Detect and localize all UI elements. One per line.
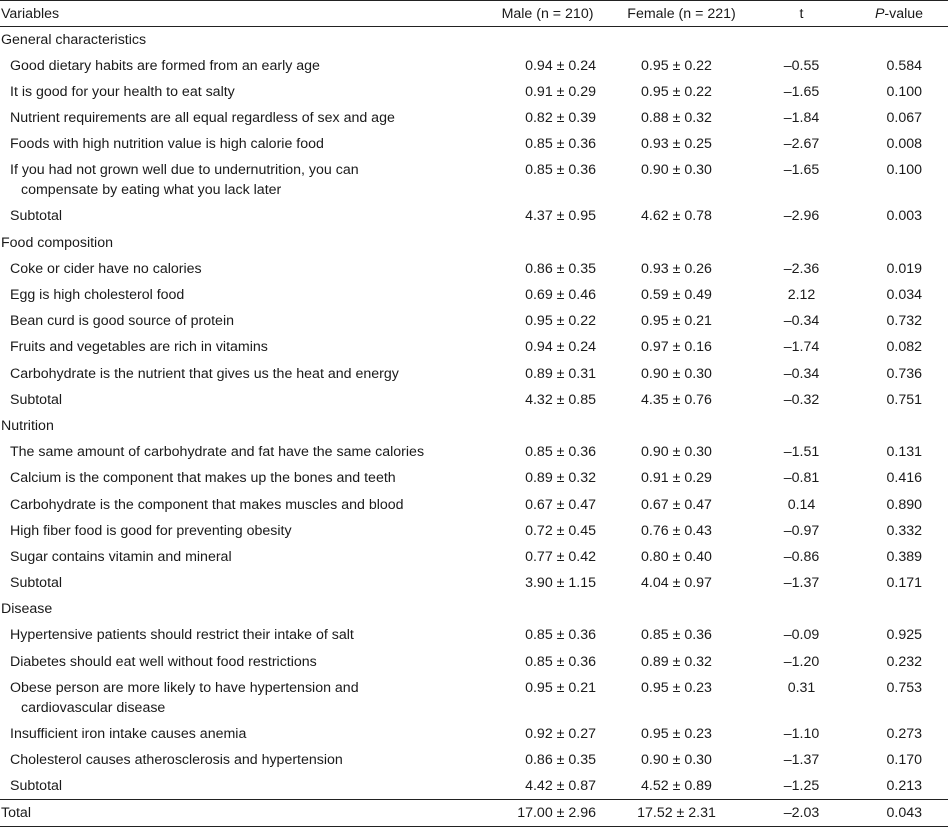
subtotal-label: Subtotal — [10, 575, 63, 592]
table-row — [0, 747, 948, 773]
t-value: –2.36 — [783, 260, 820, 277]
total-female: 17.52 ± 2.31 — [637, 804, 716, 821]
t-value: 0.31 — [787, 679, 816, 696]
item-label: It is good for your health to eat salty — [10, 83, 235, 100]
p-value: 0.925 — [886, 627, 922, 644]
t-value: –2.67 — [783, 136, 820, 153]
t-value: –0.55 — [783, 57, 820, 74]
female-value: 0.76 ± 0.43 — [641, 522, 712, 539]
t-value: 0.14 — [787, 496, 816, 513]
table-row — [0, 282, 948, 308]
t-value: –1.25 — [783, 778, 820, 795]
item-label: The same amount of carbohydrate and fat have the same calories — [10, 444, 425, 461]
item-label-line2: compensate by eating what you lack later — [21, 182, 282, 199]
section-title: Food composition — [1, 234, 113, 251]
t-value: –1.20 — [783, 653, 820, 670]
t-value: –0.32 — [783, 391, 820, 408]
female-value: 0.95 ± 0.22 — [641, 57, 712, 74]
female-value: 0.89 ± 0.32 — [641, 653, 712, 670]
male-value: 0.85 ± 0.36 — [525, 653, 596, 670]
p-value: 0.131 — [886, 444, 922, 461]
table-row — [0, 675, 948, 721]
female-value: 0.90 ± 0.30 — [641, 162, 712, 179]
male-value: 0.94 ± 0.24 — [525, 57, 596, 74]
subtotal-row — [0, 203, 948, 229]
female-value: 0.67 ± 0.47 — [641, 496, 712, 513]
section-title: Nutrition — [1, 417, 54, 434]
header-male: Male (n = 210) — [501, 5, 594, 22]
male-value: 0.89 ± 0.32 — [525, 470, 596, 487]
table-footer — [0, 799, 948, 826]
male-value: 0.85 ± 0.36 — [525, 136, 596, 153]
t-value: –1.65 — [783, 162, 820, 179]
p-value: 0.003 — [886, 208, 922, 225]
male-value: 3.90 ± 1.15 — [525, 575, 596, 592]
male-value: 0.92 ± 0.27 — [525, 725, 596, 742]
p-value: 0.332 — [886, 522, 922, 539]
total-row — [0, 799, 948, 826]
male-value: 0.77 ± 0.42 — [525, 548, 596, 565]
item-label: Carbohydrate is the component that makes muscles and blood — [10, 496, 404, 513]
male-value: 0.94 ± 0.24 — [525, 339, 596, 356]
male-value: 0.85 ± 0.36 — [525, 444, 596, 461]
item-label — [0, 157, 485, 203]
p-value: 0.232 — [886, 653, 922, 670]
t-value: –1.65 — [783, 83, 820, 100]
table-body — [0, 27, 948, 800]
p-value: 0.067 — [886, 110, 922, 127]
p-value: 0.584 — [886, 57, 922, 74]
female-value: 4.04 ± 0.97 — [641, 575, 712, 592]
table-row — [0, 157, 948, 203]
female-value: 0.90 ± 0.30 — [641, 752, 712, 768]
item-label: Bean curd is good source of protein — [10, 313, 234, 330]
female-value: 0.85 ± 0.36 — [641, 627, 712, 644]
male-value: 0.86 ± 0.35 — [525, 752, 596, 768]
t-value: –0.97 — [783, 522, 820, 539]
item-label: Nutrient requirements are all equal regardless of sex and age — [10, 110, 395, 127]
t-value: –1.84 — [783, 110, 820, 127]
p-value: 0.213 — [886, 778, 922, 795]
male-value: 0.82 ± 0.39 — [525, 110, 596, 127]
item-label — [0, 675, 485, 721]
male-value: 0.86 ± 0.35 — [525, 260, 596, 277]
female-value: 0.93 ± 0.25 — [641, 136, 712, 153]
male-value: 0.85 ± 0.36 — [525, 162, 596, 179]
item-label: Cholesterol causes atherosclerosis and hypertension — [10, 752, 343, 768]
t-value: –1.37 — [783, 575, 820, 592]
total-male: 17.00 ± 2.96 — [517, 804, 596, 821]
item-label: Coke or cider have no calories — [10, 260, 202, 277]
item-label-line2: cardiovascular disease — [21, 699, 166, 716]
p-value: 0.751 — [886, 391, 922, 408]
female-value: 0.91 ± 0.29 — [641, 470, 712, 487]
female-value: 0.95 ± 0.21 — [641, 313, 712, 330]
female-value: 0.90 ± 0.30 — [641, 444, 712, 461]
female-value: 4.35 ± 0.76 — [641, 391, 712, 408]
table-row — [0, 518, 948, 544]
total-t: –2.03 — [783, 804, 820, 821]
header-p-italic: P — [874, 5, 885, 22]
item-label: High fiber food is good for preventing obesity — [10, 522, 292, 539]
subtotal-label: Subtotal — [10, 391, 63, 408]
p-value: 0.034 — [886, 287, 922, 303]
t-value: –1.10 — [783, 725, 820, 742]
p-value: 0.732 — [886, 313, 922, 330]
item-label: Egg is high cholesterol food — [10, 287, 185, 303]
p-value: 0.273 — [886, 725, 922, 742]
t-value: –0.86 — [783, 548, 820, 565]
item-label-line1: If you had not grown well due to undernutrition, you can — [10, 162, 359, 179]
header-p-suffix: -value — [884, 5, 924, 22]
table-row — [0, 649, 948, 675]
header-female: Female (n = 221) — [627, 5, 736, 22]
section-title: Disease — [1, 601, 53, 618]
female-value: 4.62 ± 0.78 — [641, 208, 712, 225]
section-row — [0, 27, 948, 53]
item-label: Good dietary habits are formed from an early age — [10, 57, 320, 74]
table-row — [0, 492, 948, 518]
table-row — [0, 334, 948, 360]
t-value: –0.34 — [783, 365, 820, 382]
female-value: 0.95 ± 0.22 — [641, 83, 712, 100]
male-value: 4.42 ± 0.87 — [525, 778, 596, 795]
t-value: –0.81 — [783, 470, 820, 487]
male-value: 0.91 ± 0.29 — [525, 83, 596, 100]
male-value: 4.32 ± 0.85 — [525, 391, 596, 408]
table-row — [0, 544, 948, 570]
table-row — [0, 256, 948, 282]
table-row — [0, 439, 948, 465]
male-value: 0.67 ± 0.47 — [525, 496, 596, 513]
male-value: 0.89 ± 0.31 — [525, 365, 596, 382]
t-value: 2.12 — [787, 287, 816, 303]
item-label: Diabetes should eat well without food restrictions — [10, 653, 317, 670]
subtotal-row — [0, 387, 948, 413]
table-row — [0, 361, 948, 387]
female-value: 0.93 ± 0.26 — [641, 260, 712, 277]
female-value: 0.80 ± 0.40 — [641, 548, 712, 565]
total-label: Total — [1, 804, 31, 821]
female-value: 0.88 ± 0.32 — [641, 110, 712, 127]
table-row — [0, 465, 948, 491]
female-value: 0.95 ± 0.23 — [641, 725, 712, 742]
female-value: 0.97 ± 0.16 — [641, 339, 712, 356]
subtotal-label: Subtotal — [10, 778, 63, 795]
section-title: General characteristics — [1, 32, 147, 48]
item-label: Sugar contains vitamin and mineral — [10, 548, 232, 565]
male-value: 4.37 ± 0.95 — [525, 208, 596, 225]
total-p: 0.043 — [886, 804, 922, 821]
female-value: 0.59 ± 0.49 — [641, 287, 712, 303]
t-value: –0.34 — [783, 313, 820, 330]
male-value: 0.95 ± 0.22 — [525, 313, 596, 330]
p-value: 0.170 — [886, 752, 922, 768]
item-label: Carbohydrate is the nutrient that gives us the heat and energy — [10, 365, 399, 382]
table-row — [0, 622, 948, 648]
female-value: 0.95 ± 0.23 — [641, 679, 712, 696]
p-value: 0.389 — [886, 548, 922, 565]
female-value: 0.90 ± 0.30 — [641, 365, 712, 382]
p-value: 0.100 — [886, 162, 922, 179]
p-value: 0.753 — [886, 679, 922, 696]
item-label: Foods with high nutrition value is high calorie food — [10, 136, 324, 153]
section-row — [0, 596, 948, 622]
p-value: 0.008 — [886, 136, 922, 153]
table-row — [0, 131, 948, 157]
p-value: 0.082 — [886, 339, 922, 356]
section-row — [0, 230, 948, 256]
table-row — [0, 308, 948, 334]
p-value: 0.019 — [886, 260, 922, 277]
section-row — [0, 413, 948, 439]
item-label: Insufficient iron intake causes anemia — [10, 725, 247, 742]
male-value: 0.72 ± 0.45 — [525, 522, 596, 539]
p-value: 0.736 — [886, 365, 922, 382]
table-row — [0, 721, 948, 747]
subtotal-row — [0, 570, 948, 596]
male-value: 0.85 ± 0.36 — [525, 627, 596, 644]
item-label-line1: Obese person are more likely to have hypertension and — [10, 679, 359, 696]
table-row — [0, 105, 948, 131]
header-variables: Variables — [1, 5, 60, 22]
p-value: 0.890 — [886, 496, 922, 513]
t-value: –1.74 — [783, 339, 820, 356]
female-value: 4.52 ± 0.89 — [641, 778, 712, 795]
male-value: 0.95 ± 0.21 — [525, 679, 596, 696]
male-value: 0.69 ± 0.46 — [525, 287, 596, 303]
t-value: –2.96 — [783, 208, 820, 225]
table-row — [0, 79, 948, 105]
subtotal-row — [0, 773, 948, 799]
p-value: 0.100 — [886, 83, 922, 100]
table-row — [0, 53, 948, 79]
t-value: –0.09 — [783, 627, 820, 644]
subtotal-label: Subtotal — [10, 208, 63, 225]
item-label: Hypertensive patients should restrict their intake of salt — [10, 627, 354, 644]
header-t: t — [799, 5, 804, 22]
header-p-value — [850, 1, 948, 27]
table-header — [0, 1, 948, 27]
item-label: Fruits and vegetables are rich in vitamins — [10, 339, 268, 356]
t-value: –1.37 — [783, 752, 820, 768]
item-label: Calcium is the component that makes up the bones and teeth — [10, 470, 396, 487]
p-value: 0.416 — [886, 470, 922, 487]
p-value: 0.171 — [886, 575, 922, 592]
t-value: –1.51 — [783, 444, 820, 461]
